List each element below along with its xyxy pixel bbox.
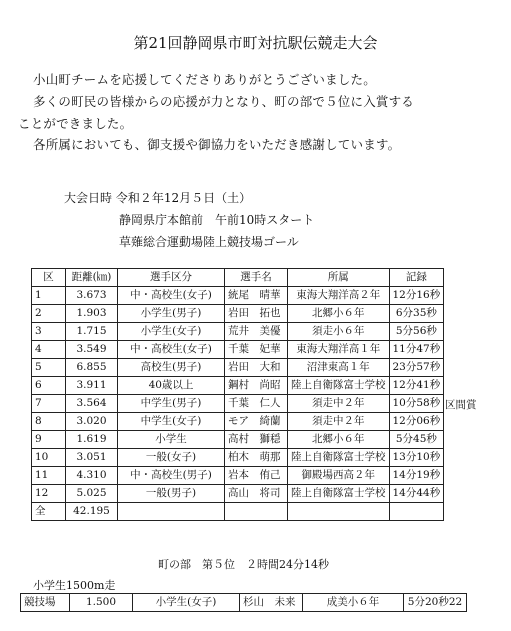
cell-runner: 岩田 大和: [225, 359, 288, 377]
page-title: 第21回静岡県市町対抗駅伝競走大会: [133, 34, 378, 52]
cell-record: 10分58秒: [389, 395, 444, 413]
extra-event-table: [20, 593, 467, 612]
table-row: [32, 305, 444, 323]
cell-runner: 岩本 侑己: [225, 467, 288, 485]
cell-section: 12: [32, 485, 66, 503]
cell-category: 高校生(男子): [118, 359, 225, 377]
table-row: [21, 594, 467, 612]
cell-runner: 鋼村 尚昭: [225, 377, 288, 395]
header-runner: 選手名: [225, 269, 288, 287]
cell-section: 6: [32, 377, 66, 395]
total-empty-cell: [389, 503, 444, 521]
table-row: [32, 467, 444, 485]
cell-affiliation: 沼津東高１年: [288, 359, 390, 377]
cell-affiliation: 北郷小６年: [288, 305, 390, 323]
extra-cell-section: 競技場: [21, 594, 70, 612]
cell-section: 7: [32, 395, 66, 413]
cell-affiliation: 須走中２年: [288, 395, 390, 413]
cell-affiliation: 須走小６年: [288, 323, 390, 341]
extra-cell-category: 小学生(女子): [133, 594, 240, 612]
cell-category: 小学生(男子): [118, 305, 225, 323]
cell-affiliation: 陸上自衛隊富士学校: [288, 377, 390, 395]
header-distance: 距離(㎞): [66, 269, 118, 287]
cell-record: 12分16秒: [389, 287, 444, 305]
table-row: [32, 359, 444, 377]
cell-category: 中・高校生(男子): [118, 467, 225, 485]
cell-distance: 1.619: [66, 431, 118, 449]
paragraph-line-1: 小山町チームを応援してくださりありがとうございました。: [33, 72, 376, 87]
cell-section: 4: [32, 341, 66, 359]
cell-runner: 岩田 拓也: [225, 305, 288, 323]
table-row: [32, 341, 444, 359]
cell-category: 中・高校生(女子): [118, 287, 225, 305]
extra-event-title: 小学生1500m走: [33, 579, 116, 592]
table-row: [32, 395, 444, 413]
cell-record: 12分41秒: [389, 377, 444, 395]
cell-record: 5分56秒: [389, 323, 444, 341]
cell-record: 5分45秒: [389, 431, 444, 449]
table-total-row: [32, 503, 444, 521]
cell-section: 1: [32, 287, 66, 305]
table-row: [32, 287, 444, 305]
table-row: [32, 449, 444, 467]
extra-cell-distance: 1.500: [70, 594, 133, 612]
cell-distance: 3.564: [66, 395, 118, 413]
cell-category: 一般(男子): [118, 485, 225, 503]
cell-affiliation: 御殿場西高２年: [288, 467, 390, 485]
cell-section: 3: [32, 323, 66, 341]
cell-record: 14分44秒: [389, 485, 444, 503]
cell-runner: 統尾 晴華: [225, 287, 288, 305]
cell-section: 10: [32, 449, 66, 467]
cell-distance: 1.715: [66, 323, 118, 341]
cell-distance: 5.025: [66, 485, 118, 503]
cell-affiliation: 陸上自衛隊富士学校: [288, 485, 390, 503]
cell-runner: 荒井 美優: [225, 323, 288, 341]
event-start: 静岡県庁本館前 午前10時スタート: [119, 213, 315, 227]
header-category: 選手区分: [118, 269, 225, 287]
award-note: 区間賞: [445, 398, 477, 411]
paragraph-line-2: 多くの町民の皆様からの応援が力となり、町の部で５位に入賞する: [33, 94, 415, 109]
header-record: 記録: [389, 269, 444, 287]
cell-runner: モア 綺蘭: [225, 413, 288, 431]
extra-cell-runner: 杉山 未来: [240, 594, 303, 612]
cell-category: 一般(女子): [118, 449, 225, 467]
cell-section: 11: [32, 467, 66, 485]
cell-category: 中学生(女子): [118, 413, 225, 431]
table-header-row: [32, 269, 444, 287]
table-row: [32, 413, 444, 431]
cell-section: 2: [32, 305, 66, 323]
cell-record: 11分47秒: [389, 341, 444, 359]
cell-record: 14分19秒: [389, 467, 444, 485]
cell-record: 13分10秒: [389, 449, 444, 467]
cell-runner: 柏木 萌那: [225, 449, 288, 467]
extra-cell-record: 5分20秒22: [404, 594, 467, 612]
cell-section: 5: [32, 359, 66, 377]
event-goal: 草薙総合運動場陸上競技場ゴール: [119, 235, 299, 249]
total-label: 全: [32, 503, 66, 521]
cell-runner: 高山 将司: [225, 485, 288, 503]
cell-runner: 千葉 仁人: [225, 395, 288, 413]
cell-affiliation: 須走中２年: [288, 413, 390, 431]
cell-affiliation: 陸上自衛隊富士学校: [288, 449, 390, 467]
table-row: [32, 323, 444, 341]
cell-record: 23分57秒: [389, 359, 444, 377]
cell-section: 9: [32, 431, 66, 449]
event-date: 大会日時 令和２年12月５日（土）: [64, 191, 252, 205]
cell-distance: 3.911: [66, 377, 118, 395]
results-table: [31, 268, 444, 521]
total-distance: 42.195: [66, 503, 118, 521]
table-row: [32, 485, 444, 503]
cell-record: 6分35秒: [389, 305, 444, 323]
table-row: [32, 377, 444, 395]
cell-distance: 3.549: [66, 341, 118, 359]
extra-cell-affiliation: 成美小６年: [303, 594, 404, 612]
header-section: 区: [32, 269, 66, 287]
total-empty-cell: [118, 503, 225, 521]
cell-record: 12分06秒: [389, 413, 444, 431]
cell-distance: 1.903: [66, 305, 118, 323]
cell-affiliation: 東海大翔洋高１年: [288, 341, 390, 359]
table-row: [32, 431, 444, 449]
cell-distance: 3.673: [66, 287, 118, 305]
cell-category: 小学生(女子): [118, 323, 225, 341]
cell-affiliation: 東海大翔洋高２年: [288, 287, 390, 305]
cell-category: 小学生: [118, 431, 225, 449]
total-empty-cell: [288, 503, 390, 521]
cell-affiliation: 北郷小６年: [288, 431, 390, 449]
cell-section: 8: [32, 413, 66, 431]
paragraph-line-3: ことができました。: [18, 116, 133, 131]
cell-category: 中学生(男子): [118, 395, 225, 413]
paragraph-line-4: 各所属においても、御支援や御協力をいただき感謝しています。: [33, 137, 401, 152]
cell-distance: 6.855: [66, 359, 118, 377]
cell-category: 40歳以上: [118, 377, 225, 395]
team-summary: 町の部 第５位 ２時間24分14秒: [158, 558, 329, 571]
cell-distance: 3.051: [66, 449, 118, 467]
cell-runner: 高村 獅穏: [225, 431, 288, 449]
cell-distance: 4.310: [66, 467, 118, 485]
cell-runner: 千葉 妃華: [225, 341, 288, 359]
cell-distance: 3.020: [66, 413, 118, 431]
cell-category: 中・高校生(女子): [118, 341, 225, 359]
total-empty-cell: [225, 503, 288, 521]
header-affiliation: 所属: [288, 269, 390, 287]
